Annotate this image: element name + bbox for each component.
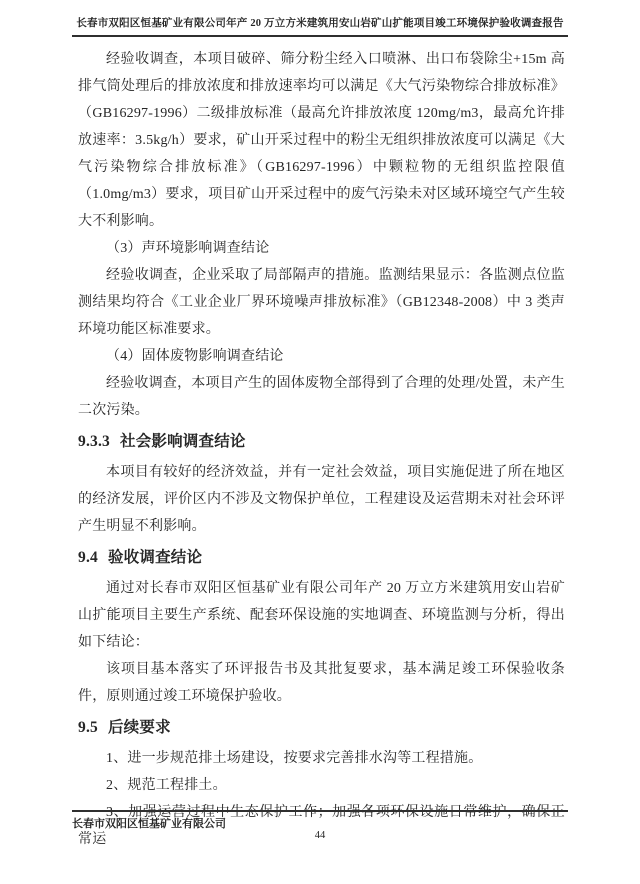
- heading-section-9-3-3: [78, 428, 565, 456]
- paragraph-acceptance-conclusion: 该项目基本落实了环评报告书及其批复要求，基本满足竣工环保验收条件，原则通过竣工环境保护验收。: [78, 662, 565, 704]
- follow-up-item-1: 1、进一步规范排土场建设，按要求完善排水沟等工程措施。: [106, 751, 483, 766]
- page-footer: [72, 810, 568, 841]
- paragraph-noise-conclusion: 经验收调查，企业采取了局部隔声的措施。监测结果显示：各监测点位监测结果均符合《工业企业厂界环境噪声排放标准》（GB12348-2008）中 3 类声环境功能区标准要求。: [78, 268, 565, 337]
- header-title: 长春市双阳区恒基矿业有限公司年产 20 万立方米建筑用安山岩矿山扩能项目竣工环境保护验收调查报告: [76, 18, 564, 29]
- section-9-3-3-title: 社会影响调查结论: [120, 433, 246, 450]
- follow-up-item-3: 3、加强运营过程中生态保护工作；加强各项环保设施日常维护，确保正常运: [78, 805, 565, 847]
- footer-company-name: 长春市双阳区恒基矿业有限公司: [72, 818, 226, 830]
- section-9-4-number: 9.4: [78, 549, 98, 566]
- heading-section-9-4: [78, 544, 565, 572]
- section-9-5-number: 9.5: [78, 719, 98, 736]
- page-number: 44: [314, 830, 326, 841]
- document-body: [78, 46, 565, 853]
- follow-up-item-2: 2、规范工程排土。: [106, 778, 227, 793]
- section-9-5-title: 后续要求: [107, 719, 171, 736]
- page-header: [72, 15, 568, 37]
- subheading-noise-conclusion: （3）声环境影响调查结论: [106, 241, 270, 256]
- section-9-4-title: 验收调查结论: [107, 549, 203, 566]
- heading-section-9-5: [78, 714, 565, 742]
- paragraph-air-quality-conclusion: 经验收调查，本项目破碎、筛分粉尘经入口喷淋、出口布袋除尘+15m 高排气筒处理后的排放浓度和排放速率均可以满足《大气污染物综合排放标准》（GB16297-1996）二级排放标准（最高允许排放浓度 120mg/m3，最高允许排放速率：3.5kg/h）要求，矿山开采过程中的粉尘无组织排放浓度可以满足《大气污染物综合排放标准》（GB16297-1996）中颗粒物的无组织监控限值（1.0mg/m3）要求，项目矿山开采过程中的废气污染未对区域环境空气产生较大不利影响。: [78, 52, 565, 229]
- paragraph-solid-waste-conclusion: 经验收调查，本项目产生的固体废物全部得到了合理的处理/处置，未产生二次污染。: [78, 376, 565, 418]
- section-9-3-3-number: 9.3.3: [78, 433, 110, 450]
- paragraph-acceptance-intro: 通过对长春市双阳区恒基矿业有限公司年产 20 万立方米建筑用安山岩矿山扩能项目主要生产系统、配套环保设施的实地调查、环境监测与分析，得出如下结论：: [78, 581, 565, 650]
- paragraph-social-impact-conclusion: 本项目有较好的经济效益，并有一定社会效益，项目实施促进了所在地区的经济发展，评价区内不涉及文物保护单位，工程建设及运营期未对社会环评产生明显不利影响。: [78, 465, 565, 534]
- subheading-solid-waste-conclusion: （4）固体废物影响调查结论: [106, 349, 284, 364]
